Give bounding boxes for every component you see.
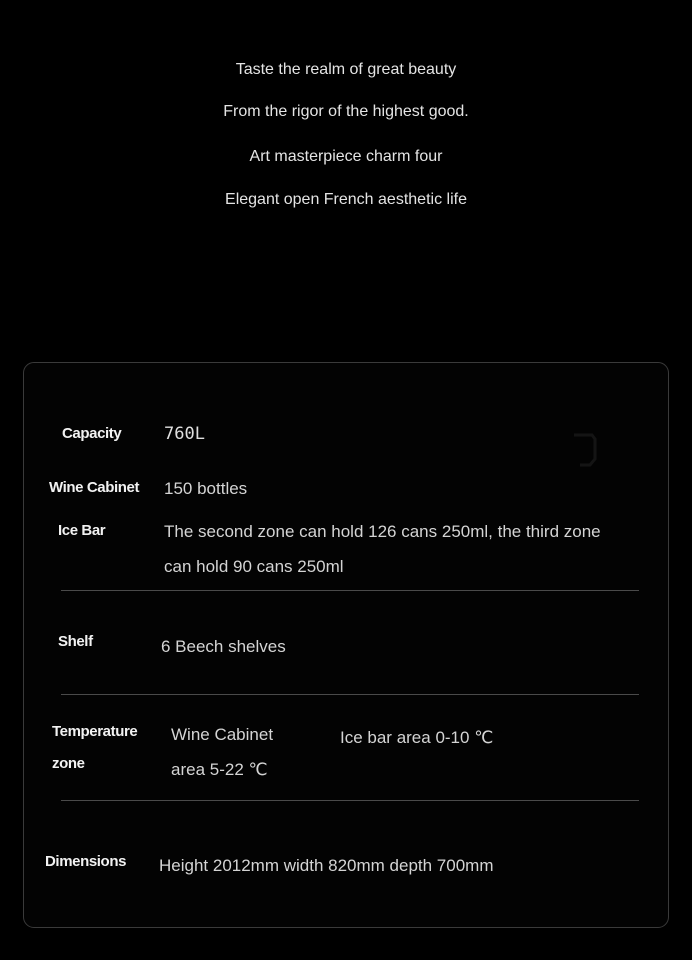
capacity-value: 760L — [164, 424, 205, 444]
wine-cabinet-value: 150 bottles — [164, 479, 248, 498]
shelf-value: 6 Beech shelves — [161, 637, 286, 656]
tagline-3: Art masterpiece charm four — [249, 148, 443, 165]
tagline-2: From the rigor of the highest good. — [223, 103, 469, 120]
wine-cabinet-temp-line-1: Wine Cabinet — [171, 725, 274, 744]
shelf-label: Shelf — [58, 633, 93, 650]
tagline-4: Elegant open French aesthetic life — [225, 191, 467, 208]
dimensions-label: Dimensions — [45, 853, 127, 870]
spec-panel — [23, 362, 669, 928]
ice-bar-value-line-2: can hold 90 cans 250ml — [164, 557, 344, 576]
ice-bar-label: Ice Bar — [58, 522, 106, 539]
capacity-label: Capacity — [62, 425, 122, 442]
tagline-1: Taste the realm of great beauty — [235, 61, 457, 78]
ice-bar-value-line-1: The second zone can hold 126 cans 250ml, the third zone — [164, 522, 601, 541]
wine-cabinet-label: Wine Cabinet — [49, 479, 140, 496]
divider — [61, 694, 639, 695]
divider — [61, 800, 639, 801]
divider — [61, 590, 639, 591]
temperature-label-line-2: zone — [52, 755, 85, 772]
wine-cabinet-temp-line-2: area 5-22 ℃ — [171, 760, 268, 779]
temperature-label-line-1: Temperature — [52, 723, 138, 740]
faint-logo-icon — [568, 429, 602, 469]
dimensions-value: Height 2012mm width 820mm depth 700mm — [159, 856, 494, 875]
ice-bar-temp-value: Ice bar area 0-10 ℃ — [340, 728, 494, 747]
